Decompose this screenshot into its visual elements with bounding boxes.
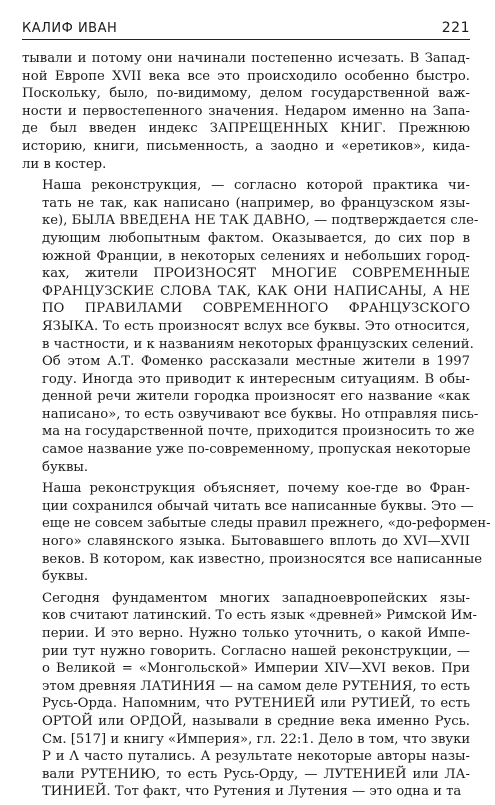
running-header	[22, 10, 470, 40]
text-line: ЯЗЫКА. То есть произносят вслух все буквы. Это относится,	[42, 318, 470, 334]
chapter-title: КАЛИФ ИВАН	[22, 21, 118, 36]
text-line: ПО ПРАВИЛАМИ СОВРЕМЕННОГО ФРАНЦУЗСКОГО	[42, 301, 470, 317]
text-line: году. Иногда это приводит к интересным ситуациям. В обы-	[42, 371, 470, 387]
body-text	[22, 50, 491, 801]
text-line: написано», то есть озвучивают все буквы. Но отправляя пись-	[42, 406, 479, 422]
text-line: ма на государственной почте, приходится произносить то же	[42, 424, 475, 440]
text-line: Об этом А.Т. Фоменко рассказали местные жители в 1997	[42, 354, 470, 370]
text-line: самое название уже по-современному, пропуская некоторые	[42, 442, 471, 458]
text-line: Наша реконструкция объясняет, почему кое-где во Фран-	[42, 481, 470, 497]
text-line: ке), БЫЛА ВВЕДЕНА НЕ ТАК ДАВНО, — подтверждается сле-	[42, 213, 479, 229]
text-line: этом древняя ЛАТИНИЯ — на самом деле РУТЕНИЯ, то есть	[42, 678, 470, 694]
paragraph	[22, 177, 479, 476]
text-line: буквы.	[42, 459, 89, 475]
text-line: в частности, и к названиям некоторых французских селений.	[42, 336, 474, 352]
paragraph	[22, 50, 470, 173]
text-line: рии тут нужно говорить. Согласно нашей реконструкции, —	[42, 643, 470, 659]
text-line: ной Европе XVII века все это происходило особенно быстро.	[22, 68, 470, 84]
text-line: вали РУТЕНИЮ, то есть Русь-Орду, — ЛУТЕНИЕЙ или ЛА-	[42, 766, 470, 782]
page-number: 221	[441, 20, 470, 36]
text-line: веков. В котором, как известно, произносятся все написанные	[42, 551, 483, 567]
text-line: ков считают латинский. То есть язык «древней» Римской Им-	[42, 608, 477, 624]
text-line: дующим любопытным фактом. Оказывается, до сих пор в	[42, 230, 470, 246]
text-line: ТИНИЕЙ. Тот факт, что Рутения и Лутения — это одна и та	[42, 784, 462, 800]
text-line: еще не совсем забытые следы правил прежнего, «до-реформен-	[42, 516, 491, 532]
text-line: перии. И это верно. Нужно только уточнить, о какой Импе-	[42, 626, 470, 641]
text-line: де был введен индекс ЗАПРЕЩЕННЫХ КНИГ. Прежнюю	[22, 121, 470, 137]
text-line: ОРТОЙ или ОРДОЙ, называли в средние века именно Русь.	[42, 713, 470, 729]
text-line: ли в костер.	[22, 156, 107, 172]
text-line: историю, книги, письменность, а заодно и «еретиков», кида-	[22, 138, 470, 154]
book-page	[22, 10, 491, 805]
text-line: См. [517] и книгу «Империя», гл. 22:1. Дело в том, что звуки	[42, 731, 471, 747]
text-line: буквы.	[42, 569, 89, 585]
text-line: ФРАНЦУЗСКИЕ СЛОВА ТАК, КАК ОНИ НАПИСАНЫ, А НЕ	[42, 283, 470, 299]
text-line: Поскольку, было, по-видимому, делом государственной важ-	[22, 86, 470, 102]
text-line: ках, жители ПРОИЗНОСЯТ МНОГИЕ СОВРЕМЕННЫЕ	[42, 266, 470, 282]
text-line: южной Франции, в некоторых селениях и небольших город-	[42, 248, 470, 264]
text-line: тывали и потому они начинали постепенно исчезать. В Запад-	[22, 51, 470, 66]
text-line: ного» славянского языка. Бытовавшего вплоть до XVI—XVII	[42, 534, 470, 550]
text-line: Русь-Орда. Напомним, что РУТЕНИЕЙ или РУТИЕЙ, то есть	[42, 696, 470, 712]
text-line: Р и Λ часто путались. А результате некоторые авторы назы-	[42, 749, 470, 765]
text-line: ции сохранился обычай читать все написанные буквы. Это —	[42, 498, 474, 514]
text-line: денной речи жители городка произносят его название «как	[42, 389, 470, 405]
text-line: тать не так, как написано (например, во французском язы-	[42, 195, 470, 211]
text-line: Наша реконструкция, — согласно которой практика чи-	[42, 178, 470, 194]
paragraph	[22, 590, 477, 801]
text-line: Сегодня фундаментом многих западноевропейских язы-	[42, 590, 470, 606]
text-line: ности и первостепенного значения. Недаром именно на Запа-	[22, 103, 470, 119]
text-line: о Великой = «Монгольской» Империи XIV—XVI веков. При	[42, 661, 470, 677]
paragraph	[22, 480, 491, 586]
